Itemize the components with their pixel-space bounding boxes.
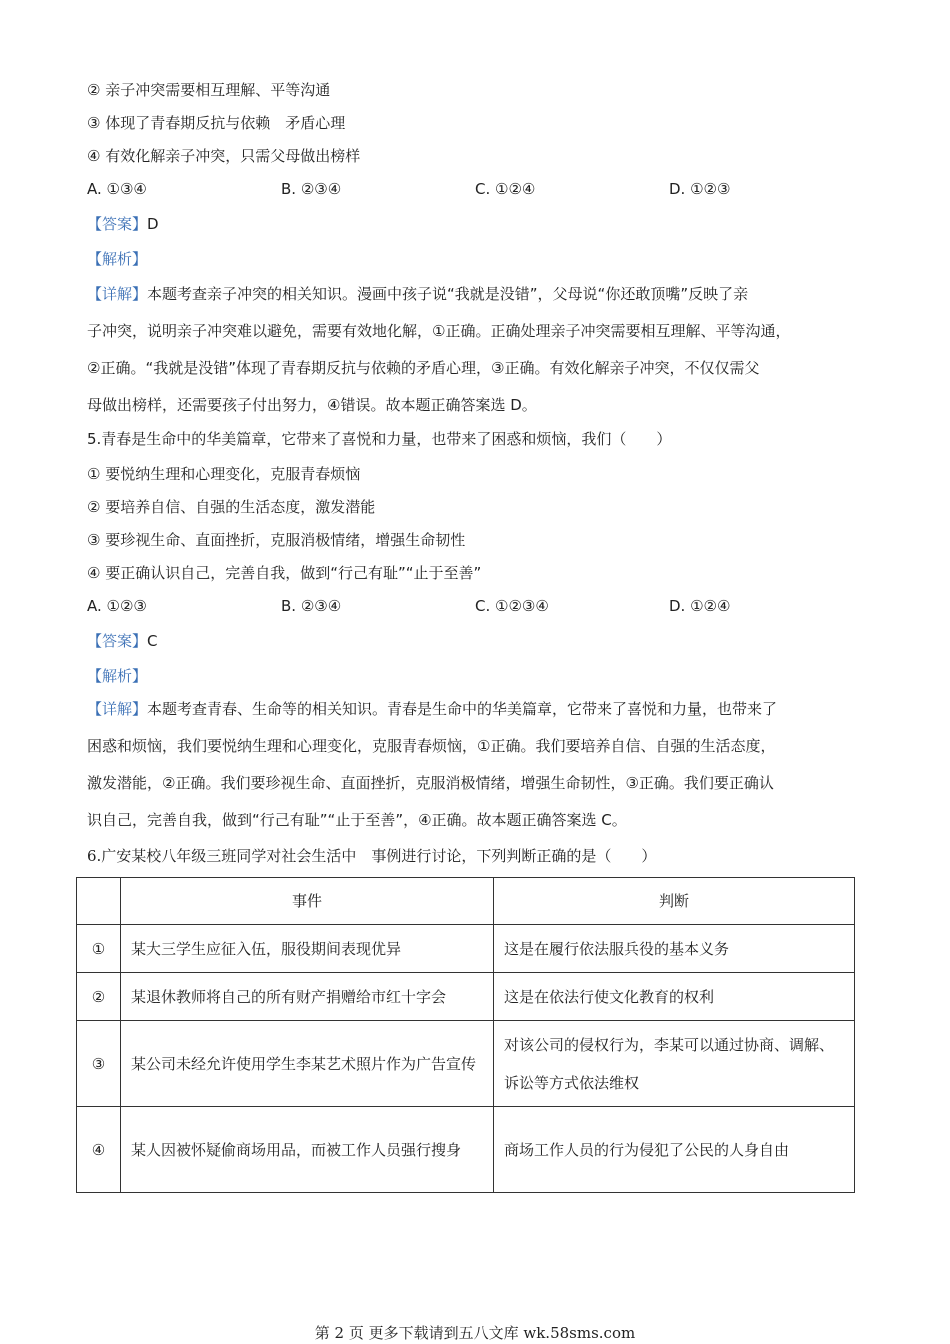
q6-header-event: 事件 <box>121 878 494 925</box>
q4-option-a: A. ①③④ <box>87 180 147 198</box>
q5-stem: 5.青春是生命中的华美篇章，它带来了喜悦和力量，也带来了困惑和烦恼，我们（ ） <box>87 430 672 448</box>
q6-row-num: ② <box>77 973 121 1021</box>
q5-detail-line-3: 激发潜能，②正确。我们要珍视生命、直面挫折，克服消极情绪，增强生命韧性，③正确。我们要正确认 <box>87 774 774 792</box>
q5-detail-text-1: 本题考查青春、生命等的相关知识。青春是生命中的华美篇章，它带来了喜悦和力量，也带来了 <box>147 700 778 718</box>
q5-answer <box>87 631 158 651</box>
table-row <box>77 925 855 973</box>
q5-option-a: A. ①②③ <box>87 597 147 615</box>
q6-row-judgment: 商场工作人员的行为侵犯了公民的人身自由 <box>494 1107 855 1193</box>
q5-statement-1: ① 要悦纳生理和心理变化，克服青春烦恼 <box>87 465 361 483</box>
q4-detail-text-1: 本题考查亲子冲突的相关知识。漫画中孩子说“我就是没错”，父母说“你还敢顶嘴”反映了亲 <box>147 285 749 303</box>
q6-stem: 6.广安某校八年级三班同学对社会生活中 事例进行讨论，下列判断正确的是（ ） <box>87 847 657 865</box>
q6-row-event: 某人因被怀疑偷商场用品，而被工作人员强行搜身 <box>121 1107 494 1193</box>
page-footer: 第 2 页 更多下载请到五八文库 wk.58sms.com <box>314 1324 636 1342</box>
q4-statement-3: ③ 体现了青春期反抗与依赖 矛盾心理 <box>87 114 346 132</box>
q4-statement-4: ④ 有效化解亲子冲突，只需父母做出榜样 <box>87 147 361 165</box>
table-row <box>77 973 855 1021</box>
q6-header-num <box>77 878 121 925</box>
q6-row-judgment: 对该公司的侵权行为，李某可以通过协商、调解、诉讼等方式依法维权 <box>494 1021 855 1107</box>
q5-option-d: D. ①②④ <box>669 597 731 615</box>
q6-row-event: 某大三学生应征入伍，服役期间表现优异 <box>121 925 494 973</box>
q4-option-b: B. ②③④ <box>281 180 342 198</box>
q6-row-judgment: 这是在履行依法服兵役的基本义务 <box>494 925 855 973</box>
q6-row-num: ④ <box>77 1107 121 1193</box>
q5-detail-line-1 <box>87 699 777 719</box>
q6-row-event: 某公司未经允许使用学生李某艺术照片作为广告宣传 <box>121 1021 494 1107</box>
q4-detail-label: 【详解】 <box>87 285 148 303</box>
q6-header-row <box>77 878 855 925</box>
q4-detail-line-4: 母做出榜样，还需要孩子付出努力，④错误。故本题正确答案选 D。 <box>87 396 537 414</box>
q6-row-judgment: 这是在依法行使文化教育的权利 <box>494 973 855 1021</box>
table-row <box>77 1107 855 1193</box>
q4-answer <box>87 214 159 234</box>
q4-detail-line-1 <box>87 284 748 304</box>
q5-detail-line-2: 困惑和烦恼，我们要悦纳生理和心理变化，克服青春烦恼，①正确。我们要培养自信、自强的生活态度， <box>87 737 776 755</box>
q4-detail-line-3: ②正确。“我就是没错”体现了青春期反抗与依赖的矛盾心理，③正确。有效化解亲子冲突，不仅仅需父 <box>87 359 760 377</box>
q5-option-c: C. ①②③④ <box>475 597 549 615</box>
q4-statement-2: ② 亲子冲突需要相互理解、平等沟通 <box>87 81 331 99</box>
q5-answer-label: 【答案】 <box>87 632 148 650</box>
q6-row-num: ③ <box>77 1021 121 1107</box>
q5-option-b: B. ②③④ <box>281 597 342 615</box>
q5-analysis-label: 【解析】 <box>87 667 148 685</box>
table-row <box>77 1021 855 1107</box>
q5-detail-line-4: 识自己，完善自我，做到“行己有耻”“止于至善”，④正确。故本题正确答案选 C。 <box>87 811 627 829</box>
q5-answer-value: C <box>147 632 158 650</box>
q5-statement-2: ② 要培养自信、自强的生活态度，激发潜能 <box>87 498 376 516</box>
q5-detail-label: 【详解】 <box>87 700 148 718</box>
q5-statement-4: ④ 要正确认识自己，完善自我，做到“行己有耻”“止于至善” <box>87 564 482 582</box>
q4-option-c: C. ①②④ <box>475 180 536 198</box>
q4-answer-label: 【答案】 <box>87 215 148 233</box>
q6-table <box>76 877 855 1193</box>
q4-detail-line-2: 子冲突，说明亲子冲突难以避免，需要有效地化解，①正确。正确处理亲子冲突需要相互理解、平等沟通， <box>87 322 791 340</box>
q6-row-event: 某退休教师将自己的所有财产捐赠给市红十字会 <box>121 973 494 1021</box>
q4-option-d: D. ①②③ <box>669 180 731 198</box>
q6-header-judgment: 判断 <box>494 878 855 925</box>
q4-analysis-label: 【解析】 <box>87 250 148 268</box>
q6-row-num: ① <box>77 925 121 973</box>
q5-statement-3: ③ 要珍视生命、直面挫折，克服消极情绪，增强生命韧性 <box>87 531 466 549</box>
q4-answer-value: D <box>147 215 159 233</box>
